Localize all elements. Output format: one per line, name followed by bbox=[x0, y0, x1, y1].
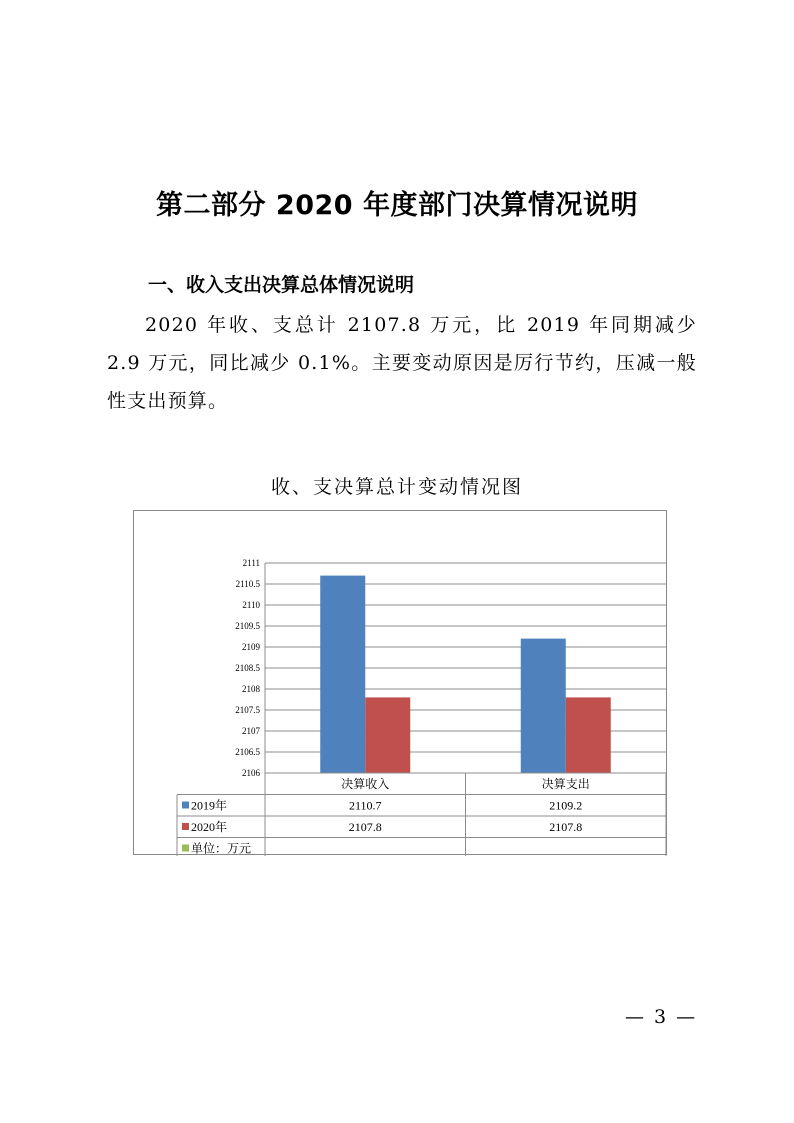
bar-2020-0 bbox=[365, 697, 410, 773]
data-label: 2110.7 bbox=[348, 798, 382, 813]
y-tick-label: 2107 bbox=[242, 726, 260, 736]
unit-label: 单位：万元 bbox=[191, 841, 252, 856]
legend-label: 2019年 bbox=[191, 798, 228, 813]
data-label: 2107.8 bbox=[549, 820, 583, 834]
bar-chart bbox=[134, 511, 668, 856]
chart-frame bbox=[133, 510, 667, 855]
bar-2019-1 bbox=[521, 639, 566, 773]
y-tick-label: 2107.5 bbox=[235, 705, 260, 715]
y-tick-label: 2109.5 bbox=[235, 621, 260, 631]
page-number: — 3 — bbox=[625, 1006, 698, 1028]
category-label: 决算收入 bbox=[341, 777, 390, 791]
legend-key bbox=[182, 823, 189, 830]
y-tick-label: 2106 bbox=[242, 768, 260, 778]
y-tick-label: 2108 bbox=[242, 684, 260, 694]
bar-2019-0 bbox=[320, 576, 365, 773]
y-tick-label: 2110 bbox=[242, 600, 260, 610]
y-tick-label: 2111 bbox=[242, 558, 260, 568]
y-tick-label: 2108.5 bbox=[235, 663, 260, 673]
legend-key bbox=[182, 845, 189, 852]
section-heading: 一、收入支出决算总体情况说明 bbox=[148, 274, 415, 296]
legend-key bbox=[182, 802, 189, 809]
legend-label: 2020年 bbox=[191, 820, 228, 834]
y-tick-label: 2110.5 bbox=[235, 579, 260, 589]
chart-title: 收、支决算总计变动情况图 bbox=[270, 476, 523, 498]
y-tick-label: 2109 bbox=[242, 642, 260, 652]
summary-paragraph: 2020 年收、支总计 2107.8 万元，比 2019 年同期减少 2.9 万元，同比减少 0.1%。主要变动原因是厉行节约，压减一般性支出预算。 bbox=[107, 314, 697, 412]
data-label: 2107.8 bbox=[348, 820, 382, 834]
page-title: 第二部分 2020 年度部门决算情况说明 bbox=[156, 190, 638, 221]
bar-2020-1 bbox=[566, 697, 611, 773]
data-label: 2109.2 bbox=[549, 798, 583, 813]
category-label: 决算支出 bbox=[541, 777, 590, 791]
y-tick-label: 2106.5 bbox=[235, 747, 260, 757]
